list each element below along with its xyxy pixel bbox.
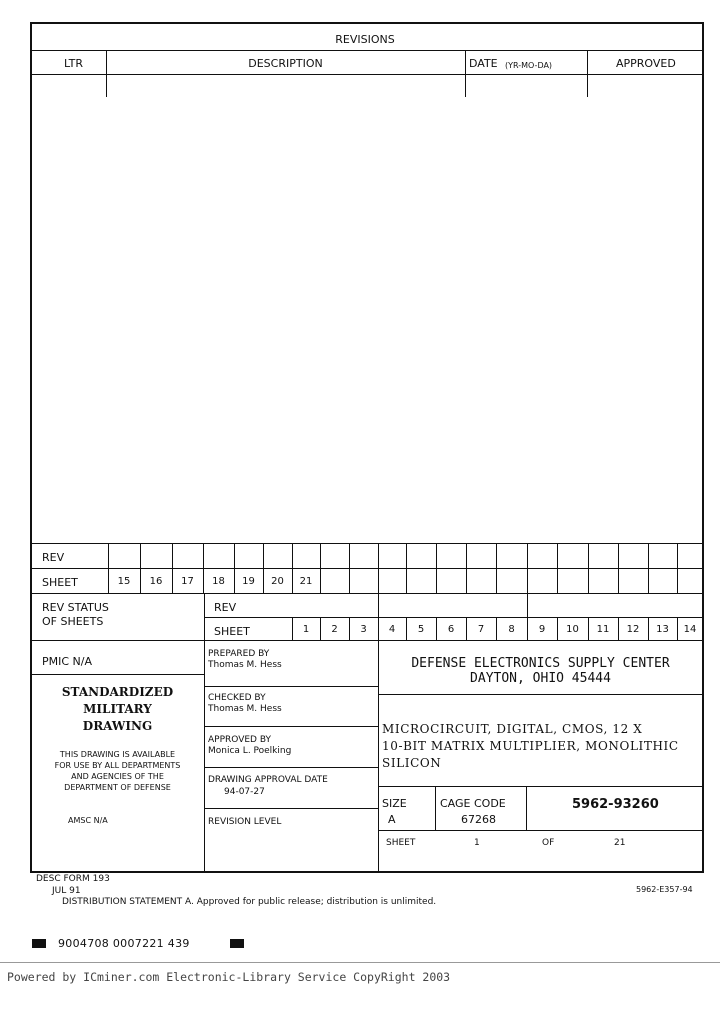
col-date: DATE bbox=[469, 57, 498, 70]
availability-line1: THIS DRAWING IS AVAILABLE bbox=[59, 750, 176, 759]
revision-level-label: REVISION LEVEL bbox=[208, 817, 282, 827]
rule bbox=[204, 593, 205, 872]
rule bbox=[204, 767, 378, 768]
rule bbox=[557, 543, 558, 593]
status-sheet-number: 3 bbox=[360, 624, 367, 635]
status-sheet-number: 12 bbox=[626, 624, 640, 635]
rule bbox=[31, 543, 703, 544]
rev-label-status: REV bbox=[214, 601, 237, 614]
prepared-label: PREPARED BY bbox=[208, 649, 270, 659]
sheet-number: 15 bbox=[117, 576, 131, 587]
rule bbox=[31, 593, 703, 594]
sheet-number: 21 bbox=[299, 576, 313, 587]
size-label: SIZE bbox=[382, 797, 407, 810]
rule bbox=[320, 543, 321, 593]
cage-code-label: CAGE CODE bbox=[440, 797, 506, 810]
rule bbox=[677, 543, 678, 593]
rule bbox=[436, 543, 437, 593]
rule bbox=[496, 543, 497, 593]
form-date: JUL 91 bbox=[52, 886, 81, 896]
sheet-info-current: 1 bbox=[474, 838, 480, 848]
size-value: A bbox=[388, 813, 396, 826]
sheet-info-total: 21 bbox=[614, 838, 626, 848]
rev-status-label-2: OF SHEETS bbox=[42, 615, 104, 628]
status-sheet-number: 5 bbox=[417, 624, 425, 635]
col-description: DESCRIPTION bbox=[248, 57, 323, 70]
sheet-number: 16 bbox=[149, 576, 163, 587]
rule bbox=[349, 543, 350, 593]
status-sheet-number: 6 bbox=[447, 624, 455, 635]
status-sheet-number: 2 bbox=[331, 624, 338, 635]
cage-code-value: 67268 bbox=[461, 813, 496, 826]
rule bbox=[526, 786, 527, 830]
rule bbox=[204, 617, 703, 618]
barcode-mark-right bbox=[230, 939, 244, 948]
sheet-number: 19 bbox=[242, 576, 255, 587]
standardized-line2: MILITARY bbox=[83, 702, 152, 716]
sheet-info-of: OF bbox=[542, 838, 555, 848]
checked-label: CHECKED BY bbox=[208, 693, 266, 703]
col-date-format: (YR-MO-DA) bbox=[505, 61, 553, 70]
doc-reference: 5962-E357-94 bbox=[636, 885, 693, 894]
title-line2: 10-BIT MATRIX MULTIPLIER, MONOLITHIC bbox=[382, 739, 679, 753]
rule bbox=[0, 962, 720, 963]
approval-date-label: DRAWING APPROVAL DATE bbox=[208, 775, 328, 785]
amsc-label: AMSC N/A bbox=[68, 816, 108, 825]
drawing-number: 5962-93260 bbox=[572, 797, 659, 812]
title-line1: MICROCIRCUIT, DIGITAL, CMOS, 12 X bbox=[382, 722, 643, 736]
agency-line2: DAYTON, OHIO 45444 bbox=[470, 671, 611, 686]
approval-date-value: 94-07-27 bbox=[224, 787, 265, 797]
status-sheet-number: 13 bbox=[656, 624, 669, 635]
rule bbox=[527, 543, 528, 593]
sheet-number: 20 bbox=[271, 576, 284, 587]
sheet-info-label: SHEET bbox=[386, 838, 416, 848]
rule bbox=[31, 674, 204, 675]
rule bbox=[204, 726, 378, 727]
availability-line4: DEPARTMENT OF DEFENSE bbox=[64, 783, 171, 792]
rule bbox=[204, 686, 378, 687]
rule bbox=[378, 543, 379, 593]
sheet-label-status: SHEET bbox=[214, 625, 250, 638]
status-sheet-number: 4 bbox=[388, 624, 396, 635]
availability-line3: AND AGENCIES OF THE bbox=[71, 772, 164, 781]
rev-label-top: REV bbox=[42, 551, 65, 564]
rule bbox=[378, 830, 703, 831]
checked-name: Thomas M. Hess bbox=[208, 704, 282, 714]
status-sheet-number: 7 bbox=[477, 624, 485, 635]
rule bbox=[31, 74, 703, 75]
status-sheet-number: 14 bbox=[683, 624, 697, 635]
rule bbox=[378, 694, 703, 695]
agency-line1: DEFENSE ELECTRONICS SUPPLY CENTER bbox=[411, 656, 670, 671]
status-sheet-number: 10 bbox=[566, 624, 579, 635]
rev-status-label: REV STATUS bbox=[42, 601, 109, 614]
rule bbox=[618, 543, 619, 593]
rule bbox=[31, 640, 703, 641]
barcode-mark-left bbox=[32, 939, 46, 948]
availability-line2: FOR USE BY ALL DEPARTMENTS bbox=[54, 761, 181, 770]
distribution-statement: DISTRIBUTION STATEMENT A. Approved for public release; distribution is unlimited. bbox=[62, 897, 437, 907]
status-sheet-number: 8 bbox=[508, 624, 515, 635]
pmic-label: PMIC N/A bbox=[42, 655, 93, 668]
rule bbox=[31, 50, 703, 51]
rule bbox=[378, 786, 703, 787]
rule bbox=[465, 50, 466, 97]
sheet-label-top: SHEET bbox=[42, 576, 78, 589]
rule bbox=[587, 50, 588, 97]
rule bbox=[106, 50, 107, 97]
status-sheet-number: 9 bbox=[538, 624, 546, 635]
rule bbox=[466, 543, 467, 593]
status-sheet-number: 1 bbox=[302, 624, 310, 635]
col-ltr: LTR bbox=[64, 57, 83, 70]
powered-by: Powered by ICminer.com Electronic-Library Service CopyRight 2003 bbox=[7, 970, 451, 984]
rule bbox=[435, 786, 436, 830]
sheet-number: 18 bbox=[212, 576, 225, 587]
title-line3: SILICON bbox=[382, 756, 442, 770]
standardized-line3: DRAWING bbox=[82, 719, 153, 733]
form-id: DESC FORM 193 bbox=[36, 874, 110, 884]
sheet-number: 17 bbox=[181, 576, 194, 587]
revisions-title: REVISIONS bbox=[335, 33, 395, 46]
rule bbox=[588, 543, 589, 593]
status-sheet-number: 11 bbox=[596, 624, 610, 635]
rule bbox=[204, 808, 378, 809]
rule bbox=[406, 543, 407, 593]
col-approved: APPROVED bbox=[616, 57, 676, 70]
rule bbox=[31, 568, 703, 569]
standardized-line1: STANDARDIZED bbox=[61, 685, 174, 699]
rule bbox=[648, 543, 649, 593]
approved-name: Monica L. Poelking bbox=[208, 746, 292, 756]
prepared-name: Thomas M. Hess bbox=[208, 660, 282, 670]
approved-label: APPROVED BY bbox=[208, 735, 272, 745]
barcode-text: 9004708 0007221 439 bbox=[58, 937, 190, 950]
